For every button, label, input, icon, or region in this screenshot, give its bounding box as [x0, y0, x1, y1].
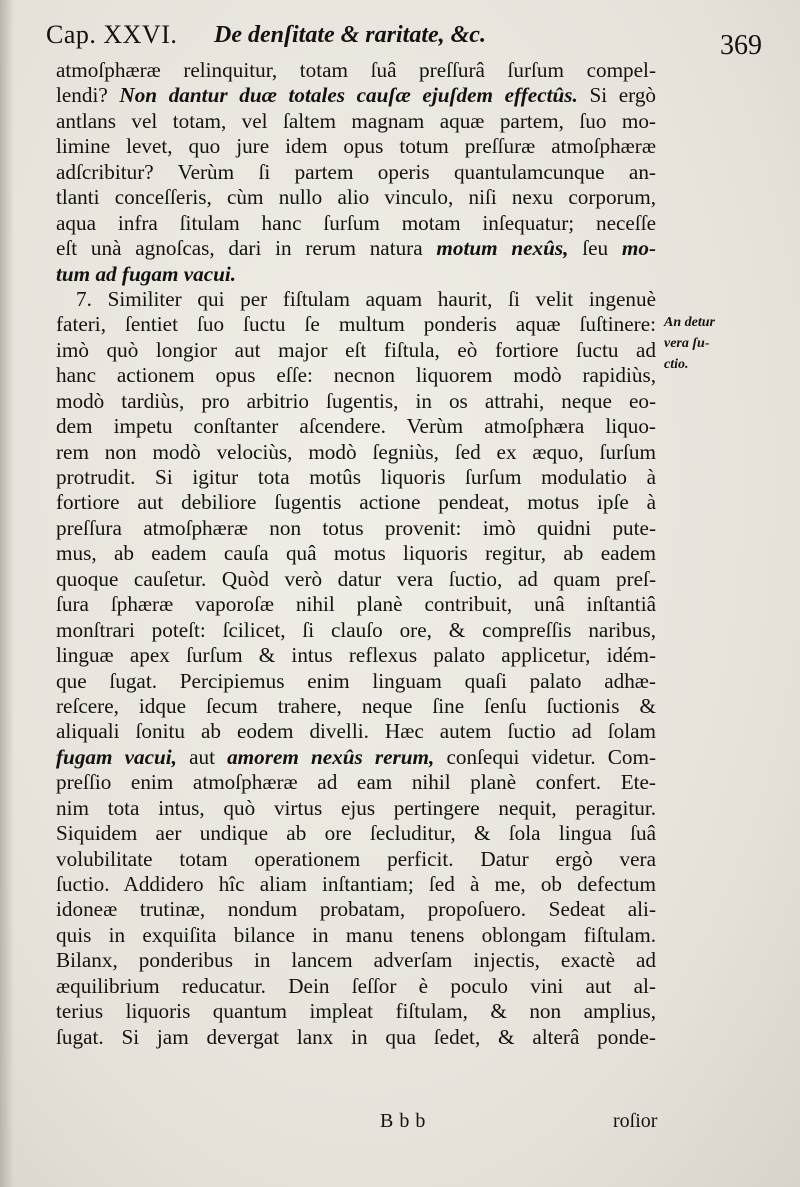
marginal-note-line: vera ſu- — [664, 336, 710, 351]
text-line — [56, 109, 656, 134]
text-run: imò quò longior aut major eſt fiſtula, eò fortiore ſuctu ad — [56, 337, 656, 362]
text-run: eſt unà agnoſcas, dari in rerum natura — [56, 236, 437, 261]
chapter-label: Cap. XXVI. — [46, 20, 178, 49]
text-line — [56, 592, 656, 617]
text-run: ſeu — [568, 236, 622, 261]
text-run: terius liquoris quantum impleat fiſtulam, & non amplius, — [56, 999, 656, 1024]
page-number: 369 — [720, 30, 762, 61]
text-line — [56, 83, 656, 108]
text-line — [56, 872, 656, 897]
text-line — [56, 567, 656, 592]
page-gutter-shadow — [0, 0, 14, 1187]
italic-phrase: motum nexûs, — [436, 236, 569, 261]
text-run: fateri, ſentiet ſuo ſuctu ſe multum ponderis aquæ ſuſtinere: — [56, 312, 656, 337]
italic-phrase: Non dantur duæ totales cauſæ ejuſdem effectûs. — [119, 83, 578, 108]
text-run: modò tardiùs, pro arbitrio ſugentis, in os attrahi, neque eo- — [56, 388, 656, 413]
text-line — [56, 669, 656, 694]
text-line — [56, 414, 656, 439]
text-line — [56, 490, 656, 515]
signature-mark: Bbb — [380, 1110, 432, 1132]
text-run: reſcere, idque ſecum trahere, neque ſine ſenſu ſuctionis & — [56, 693, 656, 718]
text-run: aliquali ſonitu ab eodem divelli. Hæc autem ſuctio ad ſolam — [56, 719, 656, 744]
text-run: æquilibrium reducatur. Dein ſeſſor è poculo vini aut al- — [56, 973, 656, 998]
text-run: idoneæ trutinæ, nondum probatam, propoſuero. Sedeat ali- — [56, 897, 656, 922]
text-line — [56, 694, 656, 719]
text-line — [56, 821, 656, 846]
text-run: adſcribitur? Verùm ſi partem operis quantulamcunque an- — [56, 159, 656, 184]
text-line — [56, 770, 656, 795]
text-run: mus, ab eadem cauſa quâ motus liquoris regitur, ab eadem — [56, 541, 656, 566]
text-run: aut — [176, 744, 228, 769]
text-line — [56, 185, 656, 210]
text-line — [56, 160, 656, 185]
text-run: ſuctio. Addidero hîc aliam inſtantiam; ſed à me, ob defectum — [56, 872, 656, 896]
text-run: volubilitate totam operationem perficit. Datur ergò vera — [56, 846, 656, 871]
text-run: hanc actionem opus eſſe: necnon liquorem modò rapidiùs, — [56, 363, 656, 388]
text-line — [56, 999, 656, 1024]
italic-phrase: mo- — [621, 236, 657, 261]
text-line — [56, 440, 656, 465]
marginal-note — [664, 312, 744, 375]
text-run: antlans vel totam, vel ſaltem magnam aquæ partem, ſuo mo- — [56, 108, 656, 133]
text-run: tlanti conceſſeris, cùm nullo alio vinculo, niſi nexu corporum, — [56, 185, 656, 210]
text-run: linguæ apex ſurſum & intus reflexus palato applicetur, idém- — [56, 643, 656, 668]
text-line — [56, 262, 656, 287]
text-line — [56, 1025, 656, 1050]
text-line — [56, 923, 656, 948]
text-run: protrudit. Si igitur tota motûs liquoris ſurſum modulatio à — [56, 465, 656, 489]
text-run: preſſio enim atmoſphæræ ad eam nihil planè confert. Ete- — [56, 770, 656, 795]
text-line — [56, 363, 656, 388]
text-line — [56, 58, 656, 83]
text-line — [56, 465, 656, 490]
text-line — [56, 134, 656, 159]
text-line — [56, 847, 656, 872]
text-run: monſtrari poteſt: ſcilicet, ſi clauſo ore, & compreſſis naribus, — [56, 617, 656, 642]
text-run: dem impetu conſtanter aſcendere. Verùm atmoſphæra liquo- — [56, 414, 656, 439]
text-line — [56, 287, 656, 312]
text-run: quoque cauſetur. Quòd verò datur vera ſuctio, ad quam preſ- — [56, 566, 656, 591]
text-line — [56, 796, 656, 821]
text-run: ſura ſphæræ vaporoſæ nihil planè contribuit, unâ inſtantiâ — [56, 592, 656, 617]
text-run: rem non modò velociùs, modò ſegniùs, ſed ex æquo, ſurſum — [56, 439, 656, 464]
text-line — [56, 211, 656, 236]
text-run: limine levet, quo jure idem opus totum preſſuræ atmoſphæræ — [56, 134, 656, 159]
text-run: atmoſphæræ relinquitur, totam ſuâ preſſurâ ſurſum compel- — [56, 58, 656, 82]
main-text-block — [56, 58, 656, 1050]
italic-phrase: fugam vacui, — [56, 744, 177, 769]
text-line — [56, 338, 656, 363]
text-line — [56, 236, 656, 261]
text-run: aqua infra ſitulam hanc ſurſum motam inſequatur; neceſſe — [56, 210, 656, 235]
text-run: nim tota intus, quò virtus ejus pertingere nequit, peragitur. — [56, 795, 656, 820]
text-line — [56, 541, 656, 566]
text-run: quis in exquiſita bilance in manu tenens oblongam fiſtulam. — [56, 922, 656, 947]
text-line — [56, 719, 656, 744]
text-line — [56, 745, 656, 770]
text-run: preſſura atmoſphæræ non totus provenit: imò quidni pute- — [56, 515, 656, 540]
italic-phrase: amorem nexûs rerum, — [227, 744, 435, 769]
text-run: conſequi videtur. Com- — [434, 744, 656, 769]
text-run: ſugat. Si jam devergat lanx in qua ſedet, & alterâ ponde- — [56, 1024, 656, 1049]
text-run: fortiore aut debiliore ſugentis actione pendeat, motus ipſe à — [56, 490, 656, 515]
text-run: Siquidem aer undique ab ore ſecluditur, & ſola lingua ſuâ — [56, 821, 656, 846]
text-line — [56, 389, 656, 414]
catchword: roſior — [613, 1110, 658, 1132]
text-run: Si ergò — [577, 83, 657, 108]
text-run: 7. Similiter qui per fiſtulam aquam haurit, ſi velit ingenuè — [76, 286, 656, 311]
text-line — [56, 618, 656, 643]
text-line — [56, 974, 656, 999]
text-run: lendi? — [56, 83, 120, 108]
text-line — [56, 516, 656, 541]
italic-phrase: tum ad fugam vacui. — [56, 261, 237, 286]
text-run: que ſugat. Percipiemus enim linguam quaſi palato adhæ- — [56, 668, 656, 693]
text-line — [56, 948, 656, 973]
text-run: Bilanx, ponderibus in lancem adverſam injectis, exactè ad — [56, 948, 656, 973]
text-line — [56, 312, 656, 337]
text-line — [56, 897, 656, 922]
running-title: De denſitate & raritate, &c. — [214, 22, 486, 48]
marginal-note-line: ctio. — [664, 357, 689, 372]
text-line — [56, 643, 656, 668]
marginal-note-line: An detur — [664, 315, 715, 330]
